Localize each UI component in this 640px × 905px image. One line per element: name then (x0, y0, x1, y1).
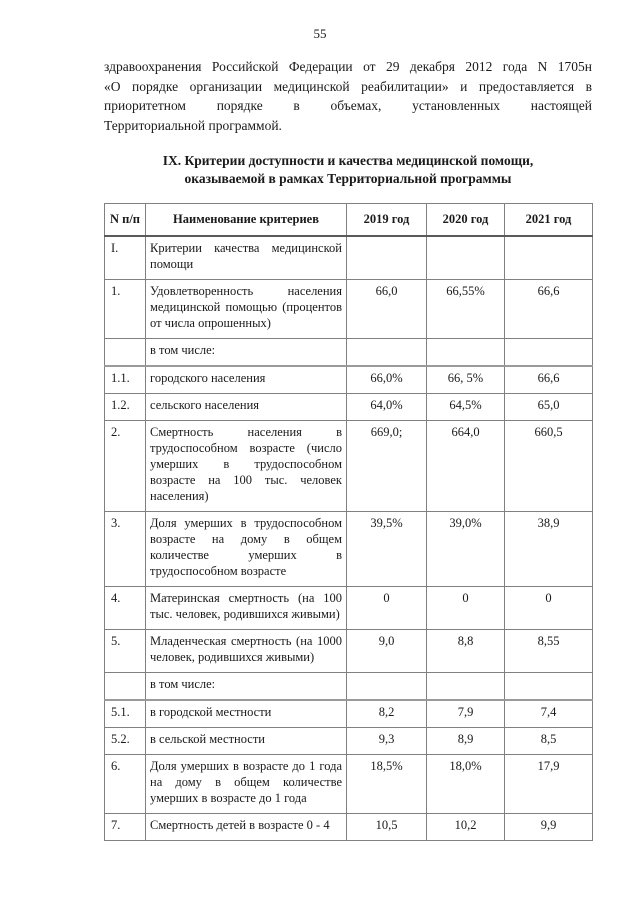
paragraph-line: здравоохранения Российской Федерации от 29 декабря 2012 года N 1705н (104, 59, 592, 74)
cell-name: сельского населения (146, 394, 347, 421)
cell-name: Смертность детей в возрасте 0 - 4 (146, 814, 347, 841)
table-row (105, 700, 593, 728)
table-row (105, 339, 593, 367)
cell-y2021 (505, 673, 593, 701)
cell-y2019: 64,0% (347, 394, 427, 421)
cell-num: 7. (105, 814, 146, 841)
cell-y2019: 66,0% (347, 366, 427, 394)
paragraph-line: Территориальной программой. (104, 117, 282, 133)
cell-y2020 (427, 673, 505, 701)
column-header-2019: 2019 год (347, 204, 427, 237)
section-heading-line: оказываемой в рамках Территориальной программы (184, 171, 512, 186)
cell-y2020: 10,2 (427, 814, 505, 841)
cell-num: 5. (105, 630, 146, 673)
cell-name: в том числе: (146, 673, 347, 701)
cell-name: Удовлетворенность населения медицинской помощью (процентов от числа опрошенных) (146, 280, 347, 339)
section-heading (104, 152, 592, 188)
table-row (105, 512, 593, 587)
cell-y2020: 64,5% (427, 394, 505, 421)
table-row (105, 587, 593, 630)
cell-name: в сельской местности (146, 728, 347, 755)
cell-name: Младенческая смертность (на 1000 человек, родившихся живыми) (146, 630, 347, 673)
cell-y2019: 18,5% (347, 755, 427, 814)
table-row (105, 421, 593, 512)
cell-y2019: 66,0 (347, 280, 427, 339)
intro-paragraph (104, 57, 592, 135)
cell-num: I. (105, 236, 146, 280)
cell-y2021: 7,4 (505, 700, 593, 728)
cell-num (105, 673, 146, 701)
table-row (105, 630, 593, 673)
cell-y2019 (347, 339, 427, 367)
table-row (105, 673, 593, 701)
cell-y2020: 18,0% (427, 755, 505, 814)
cell-name: в том числе: (146, 339, 347, 367)
cell-name: Доля умерших в возрасте до 1 года на дому в общем количестве умерших в возрасте до 1 года (146, 755, 347, 814)
cell-y2021: 8,55 (505, 630, 593, 673)
table-row (105, 280, 593, 339)
cell-y2021 (505, 236, 593, 280)
cell-num: 2. (105, 421, 146, 512)
cell-y2019: 669,0; (347, 421, 427, 512)
cell-y2020: 39,0% (427, 512, 505, 587)
cell-y2020: 66, 5% (427, 366, 505, 394)
cell-y2019 (347, 673, 427, 701)
cell-name: Доля умерших в трудоспособном возрасте на дому в общем количестве умерших в трудоспособном возрасте (146, 512, 347, 587)
cell-num (105, 339, 146, 367)
cell-y2019 (347, 236, 427, 280)
cell-num: 1. (105, 280, 146, 339)
cell-y2021: 66,6 (505, 280, 593, 339)
paragraph-line: приоритетном порядке в объемах, установленных настоящей (104, 98, 592, 113)
table-header-row (105, 204, 593, 237)
cell-name: городского населения (146, 366, 347, 394)
cell-y2020: 66,55% (427, 280, 505, 339)
table-row (105, 366, 593, 394)
cell-y2021: 38,9 (505, 512, 593, 587)
cell-num: 1.2. (105, 394, 146, 421)
cell-num: 5.2. (105, 728, 146, 755)
cell-y2020 (427, 236, 505, 280)
column-header-num: N п/п (105, 204, 146, 237)
cell-y2021: 660,5 (505, 421, 593, 512)
table-row (105, 728, 593, 755)
cell-y2021: 0 (505, 587, 593, 630)
table-row (105, 814, 593, 841)
column-header-criteria-name: Наименование критериев (146, 204, 347, 237)
cell-y2019: 9,0 (347, 630, 427, 673)
cell-num: 1.1. (105, 366, 146, 394)
cell-name: в городской местности (146, 700, 347, 728)
table-row (105, 394, 593, 421)
cell-y2019: 39,5% (347, 512, 427, 587)
criteria-table-body (105, 236, 593, 841)
column-header-2020: 2020 год (427, 204, 505, 237)
cell-num: 3. (105, 512, 146, 587)
cell-y2019: 0 (347, 587, 427, 630)
cell-y2021: 17,9 (505, 755, 593, 814)
cell-name: Материнская смертность (на 100 тыс. человек, родившихся живыми) (146, 587, 347, 630)
criteria-table (104, 203, 593, 841)
table-row (105, 755, 593, 814)
page-content (104, 57, 592, 841)
page-number: 55 (313, 26, 327, 41)
cell-y2021: 8,5 (505, 728, 593, 755)
cell-y2020: 0 (427, 587, 505, 630)
cell-y2019: 8,2 (347, 700, 427, 728)
cell-y2020: 7,9 (427, 700, 505, 728)
cell-y2020: 8,8 (427, 630, 505, 673)
section-heading-line: IX. Критерии доступности и качества медицинской помощи, (162, 153, 534, 168)
column-header-2021: 2021 год (505, 204, 593, 237)
cell-y2021: 9,9 (505, 814, 593, 841)
cell-name: Смертность населения в трудоспособном возрасте (число умерших в трудоспособном возрасте на 100 тыс. человек населения) (146, 421, 347, 512)
cell-y2020: 8,9 (427, 728, 505, 755)
cell-y2021 (505, 339, 593, 367)
cell-y2019: 10,5 (347, 814, 427, 841)
cell-y2019: 9,3 (347, 728, 427, 755)
cell-y2020 (427, 339, 505, 367)
paragraph-line: «О порядке организации медицинской реабилитации» и предоставляется в (104, 78, 592, 94)
cell-y2020: 664,0 (427, 421, 505, 512)
cell-y2021: 66,6 (505, 366, 593, 394)
cell-num: 4. (105, 587, 146, 630)
table-row (105, 236, 593, 280)
cell-name: Критерии качества медицинской помощи (146, 236, 347, 280)
cell-num: 5.1. (105, 700, 146, 728)
cell-y2021: 65,0 (505, 394, 593, 421)
cell-num: 6. (105, 755, 146, 814)
